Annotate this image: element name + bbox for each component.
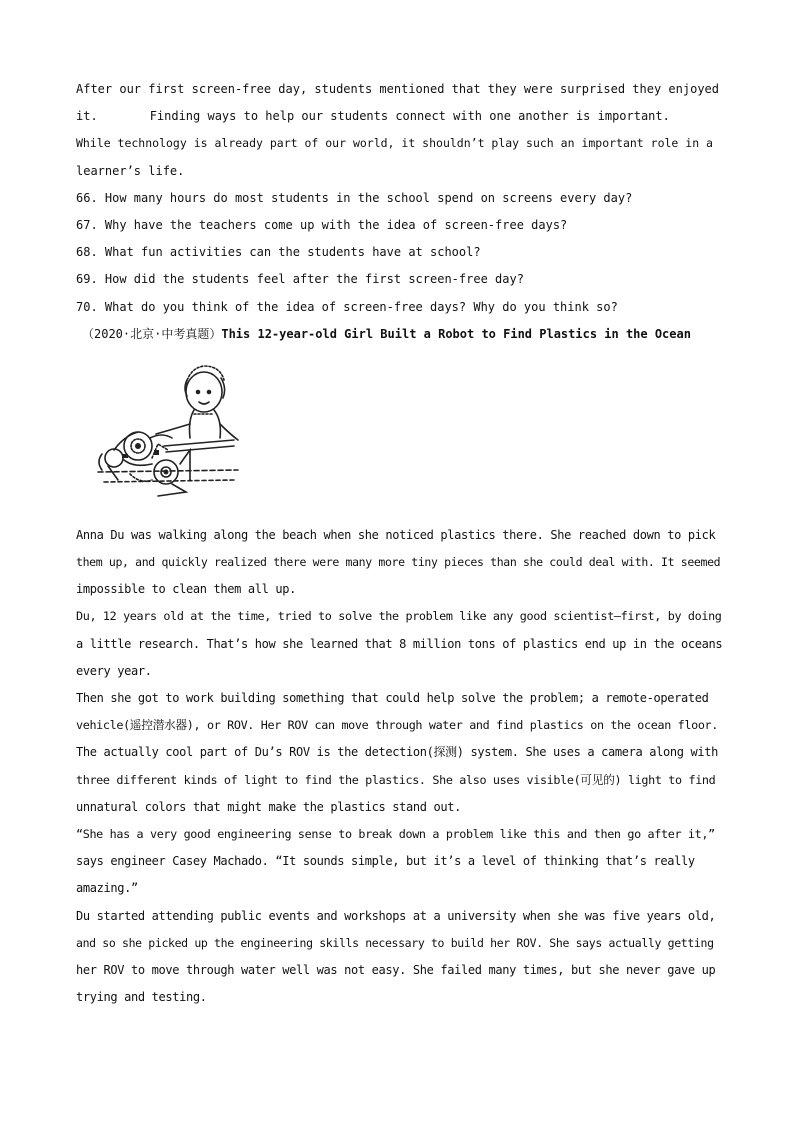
girl-with-robot-sketch-icon bbox=[94, 354, 244, 514]
question-item: 67. Why have the teachers come up with the idea of screen-free days? bbox=[76, 217, 568, 232]
text-line: them up, and quickly realized there were many more tiny pieces than she could deal with. It seemed bbox=[76, 555, 721, 570]
text-line: three different kinds of light to find the plastics. She also uses visible(可见的) light to find bbox=[76, 772, 716, 787]
text-line: Anna Du was walking along the beach when she noticed plastics there. She reached down to pick bbox=[76, 527, 716, 542]
text-line: Du started attending public events and workshops at a university when she was five years old, bbox=[76, 908, 716, 923]
question-list bbox=[76, 185, 722, 321]
document-page bbox=[76, 76, 722, 1011]
text-line: learner’s life. bbox=[76, 163, 185, 178]
article-body bbox=[76, 522, 722, 1011]
text-fragment: Finding ways to help our students connect with one another is important. bbox=[149, 109, 670, 124]
text-line: vehicle(遥控潜水器), or ROV. Her ROV can move through water and find plastics on the ocean floor. bbox=[76, 718, 718, 733]
text-line: her ROV to move through water well was not easy. She failed many times, but she never gave up bbox=[76, 962, 716, 977]
text-line: Then she got to work building something that could help solve the problem; a remote-operated bbox=[76, 691, 709, 705]
question-item: 68. What fun activities can the students have at school? bbox=[76, 245, 481, 260]
text-fragment: it. bbox=[76, 109, 98, 124]
article-heading bbox=[76, 321, 722, 348]
question-item: 66. How many hours do most students in the school spend on screens every day? bbox=[76, 190, 633, 205]
article-title: This 12-year-old Girl Built a Robot to Find Plastics in the Ocean bbox=[221, 326, 691, 341]
text-line bbox=[76, 103, 722, 130]
text-line: every year. bbox=[76, 663, 152, 678]
text-line: While technology is already part of our world, it shouldn’t play such an important role in a bbox=[76, 136, 713, 151]
text-line: Du, 12 years old at the time, tried to solve the problem like any good scientist—first, by doing bbox=[76, 609, 722, 624]
text-line: says engineer Casey Machado. “It sounds simple, but it’s a level of thinking that’s really bbox=[76, 854, 695, 869]
article-source: （2020·北京·中考真题） bbox=[82, 326, 222, 341]
text-line: “She has a very good engineering sense to break down a problem like this and then go after it,” bbox=[76, 826, 715, 841]
text-line: The actually cool part of Du’s ROV is the detection(探测) system. She uses a camera along with bbox=[76, 745, 719, 760]
text-line: impossible to clean them all up. bbox=[76, 582, 296, 597]
text-line: unnatural colors that might make the plastics stand out. bbox=[76, 799, 461, 814]
text-line: and so she picked up the engineering skills necessary to build her ROV. She says actually getting bbox=[76, 935, 714, 950]
text-line: After our first screen-free day, students mentioned that they were surprised they enjoyed bbox=[76, 82, 719, 96]
text-line: a little research. That’s how she learned that 8 million tons of plastics end up in the oceans bbox=[76, 636, 722, 651]
question-item: 69. How did the students feel after the first screen-free day? bbox=[76, 272, 524, 287]
question-item: 70. What do you think of the idea of screen-free days? Why do you think so? bbox=[76, 299, 618, 314]
text-line: amazing.” bbox=[76, 881, 138, 896]
text-line: trying and testing. bbox=[76, 990, 207, 1005]
